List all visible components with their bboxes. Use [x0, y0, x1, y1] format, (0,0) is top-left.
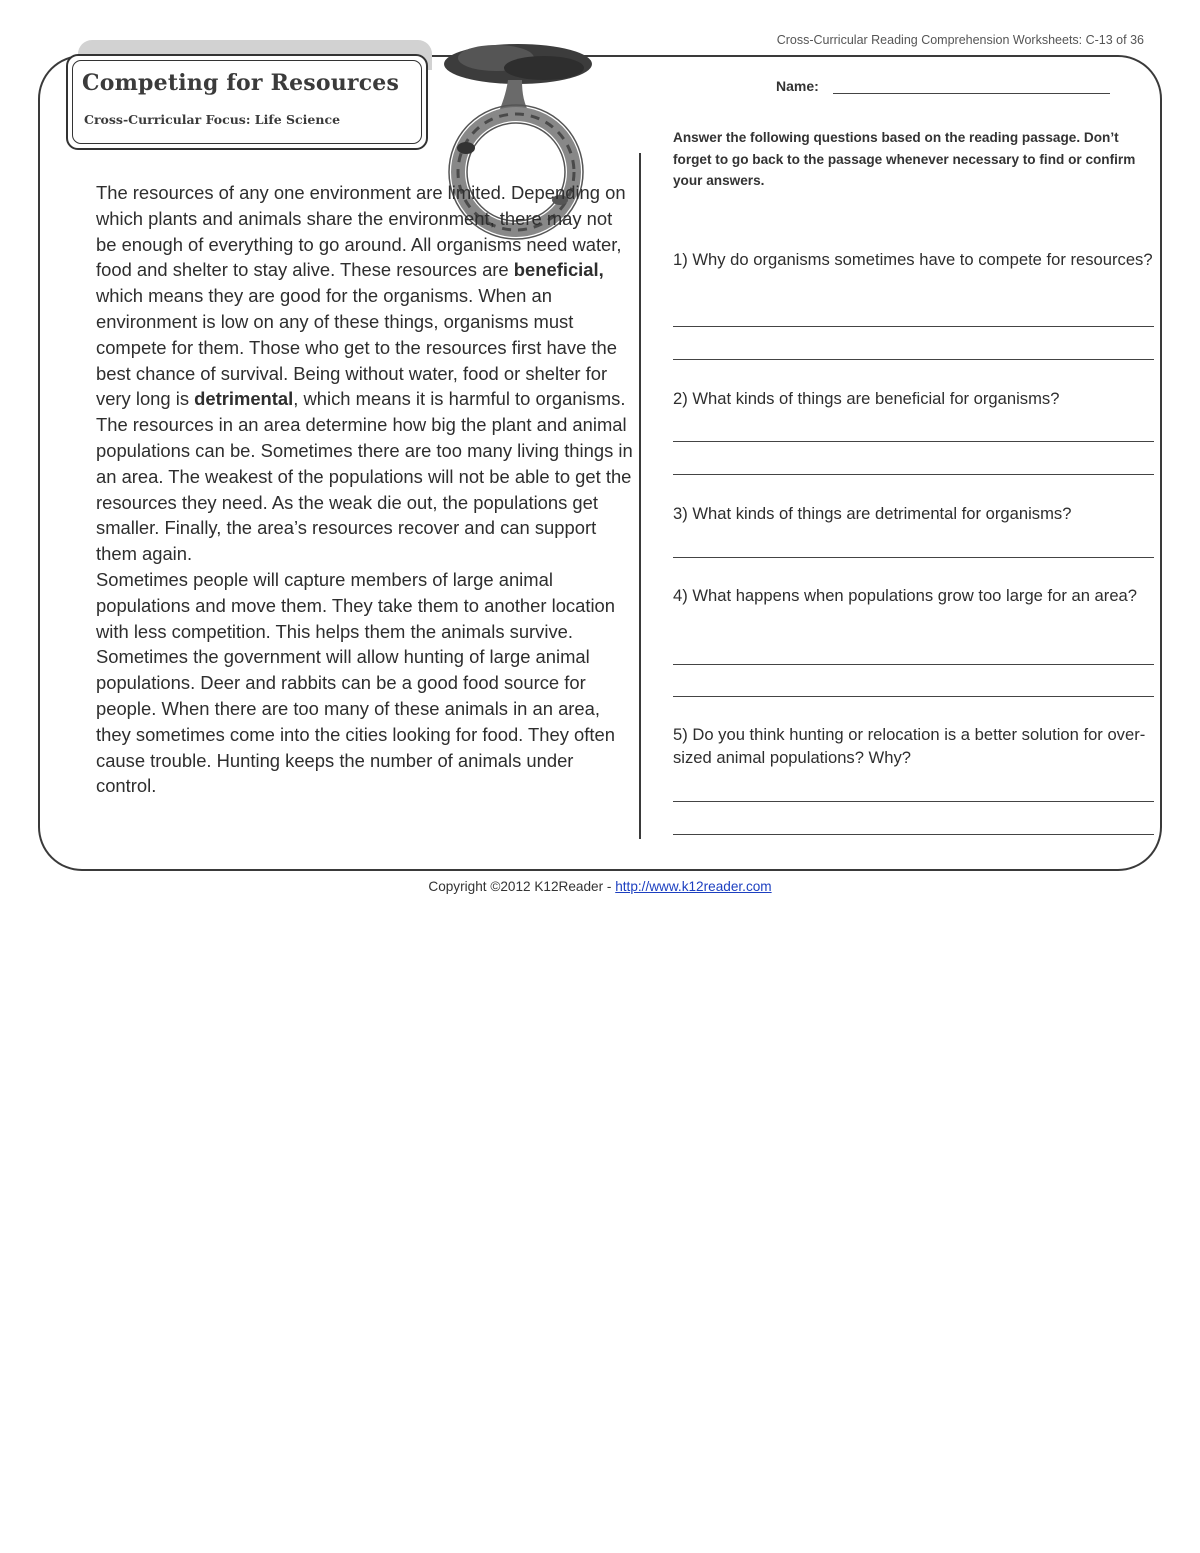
- passage-text: which means they are good for the organisms. When an environment is low on any of these things, organisms must compete for them. Those who get to the resources first have the best chance of survival. Being without water, food or shelter for very long is: [96, 285, 617, 410]
- name-field-line[interactable]: [833, 93, 1110, 94]
- question-5: 5) Do you think hunting or relocation is a better solution for over-sized animal populations? Why?: [673, 725, 1146, 767]
- passage-text: , which means it is harmful to organisms.: [293, 388, 626, 410]
- k12reader-link[interactable]: http://www.k12reader.com: [615, 879, 772, 894]
- question-1: 1) Why do organisms sometimes have to compete for resources?: [673, 250, 1153, 269]
- answer-line[interactable]: [673, 664, 1154, 665]
- passage-paragraph: Sometimes the government will allow hunting of large animal populations. Deer and rabbits can be a good food source for people. When there are too many of these animals in an area, they sometimes come into the cities looking for food. They often cause trouble. Hunting keeps the number of animals under control.: [96, 646, 615, 797]
- vocab-beneficial: beneficial,: [513, 259, 604, 281]
- answer-line[interactable]: [673, 359, 1154, 360]
- vocab-detrimental: detrimental: [194, 388, 294, 410]
- answer-line[interactable]: [673, 696, 1154, 697]
- answer-line[interactable]: [673, 801, 1154, 802]
- passage-paragraph: The resources in an area determine how big the plant and animal populations can be. Sometimes there are too many living things in an area. The weakest of the populations will not be able to get the resources they need. As the weak die out, the populations get smaller. Finally, the area’s resources recover and can support them again.: [96, 414, 633, 565]
- answer-line[interactable]: [673, 441, 1154, 442]
- passage-paragraph: [64, 180, 636, 412]
- worksheet-subtitle: Cross-Curricular Focus: Life Science: [84, 112, 341, 127]
- answer-line[interactable]: [673, 326, 1154, 327]
- answer-line[interactable]: [673, 557, 1154, 558]
- answer-line[interactable]: [673, 474, 1154, 475]
- question-4: 4) What happens when populations grow too large for an area?: [673, 586, 1138, 605]
- copyright-text: Copyright ©2012 K12Reader -: [428, 879, 616, 894]
- copyright-footer: [0, 879, 1200, 894]
- title-box: [66, 54, 428, 150]
- answer-line[interactable]: [673, 834, 1154, 835]
- passage-paragraph: Sometimes people will capture members of large animal populations and move them. They take them to another location with less competition. This helps them the animals survive.: [96, 568, 616, 642]
- worksheet-reference: Cross-Curricular Reading Comprehension Worksheets: C-13 of 36: [776, 33, 1144, 47]
- instructions: Answer the following questions based on the reading passage. Don’t forget to go back to the passage whenever necessary to find or confirm your answers.: [673, 130, 1136, 188]
- reading-passage: [64, 180, 636, 799]
- column-divider: [639, 153, 641, 839]
- passage-text: The resources of any one environment are limited. Depending on which plants and animals share the environment, there may not be enough of everything to go around. All organisms need water, food and shelter to stay alive. These resources are: [96, 182, 626, 281]
- question-2: 2) What kinds of things are beneficial for organisms?: [673, 389, 1060, 408]
- question-3: 3) What kinds of things are detrimental for organisms?: [673, 504, 1072, 523]
- name-label: Name:: [776, 78, 819, 94]
- worksheet-title: Competing for Resources: [82, 70, 400, 96]
